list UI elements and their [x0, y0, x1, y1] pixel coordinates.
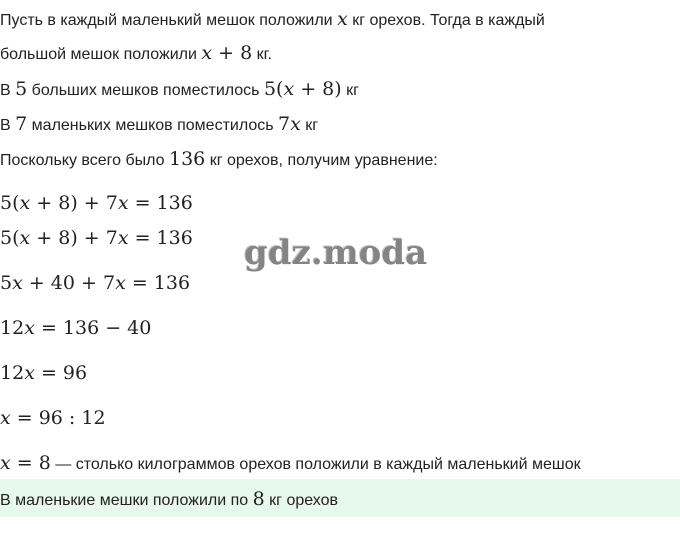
big-bags-pre: В — [0, 82, 16, 99]
var-x: x — [337, 8, 348, 30]
equation-4: 12x = 136 − 40 — [0, 317, 152, 339]
intro-line-2 — [0, 43, 272, 65]
small-bags-pre: В — [0, 117, 16, 134]
intro-line-1-end: кг орехов. Тогда в каждый — [347, 12, 545, 29]
var-x: x — [201, 42, 213, 64]
equation-3: 5x + 40 + 7x = 136 — [0, 272, 191, 294]
intro-line-1 — [0, 9, 545, 31]
equation-7: x = 8 — столько килограммов орехов положили в каждый маленький мешок — [0, 452, 581, 474]
equation-intro-line — [0, 149, 438, 171]
math-plus-8: + 8 — [212, 42, 253, 64]
equation-7-explanation: — столько килограммов орехов положили в каждый маленький мешок — [50, 456, 581, 473]
answer-post: кг орехов — [264, 492, 339, 509]
intro-line-1-text: Пусть в каждый маленький мешок положили — [0, 12, 338, 29]
equation-5: 12x = 96 — [0, 362, 88, 384]
var-x: x — [290, 113, 301, 135]
intro-line-2-text: большой мешок положили — [0, 46, 202, 63]
big-bags-mid: больших мешков поместилось — [27, 82, 264, 99]
total-kg: 136 — [169, 148, 206, 170]
big-bags-line: В 5 больших мешков поместилось 5(x + 8) кг — [0, 78, 359, 100]
answer-pre: В маленькие мешки положили по — [0, 492, 253, 509]
small-bags-mid: маленьких мешков поместилось — [27, 117, 279, 134]
equation-2: 5(x + 8) + 7x = 136 — [0, 227, 193, 249]
var-x: x — [283, 78, 295, 100]
answer-number: 8 — [252, 488, 265, 510]
equation-1: 5(x + 8) + 7x = 136 — [0, 192, 193, 214]
equation-intro-text: Поскольку всего было — [0, 152, 169, 169]
small-bags-end: кг — [300, 117, 319, 134]
intro-line-2-end: кг. — [252, 46, 272, 63]
big-bags-end: кг — [341, 82, 359, 99]
answer-text — [0, 488, 338, 512]
equation-6: x = 96 : 12 — [0, 407, 106, 429]
small-bags-line: В 7 маленьких мешков поместилось 7x кг — [0, 113, 319, 135]
big-bags-count: 5 — [15, 78, 28, 100]
watermark-logo: gdz.moda — [244, 233, 428, 273]
equation-intro-end: кг орехов, получим уравнение: — [205, 152, 438, 169]
small-bags-count: 7 — [15, 113, 28, 135]
